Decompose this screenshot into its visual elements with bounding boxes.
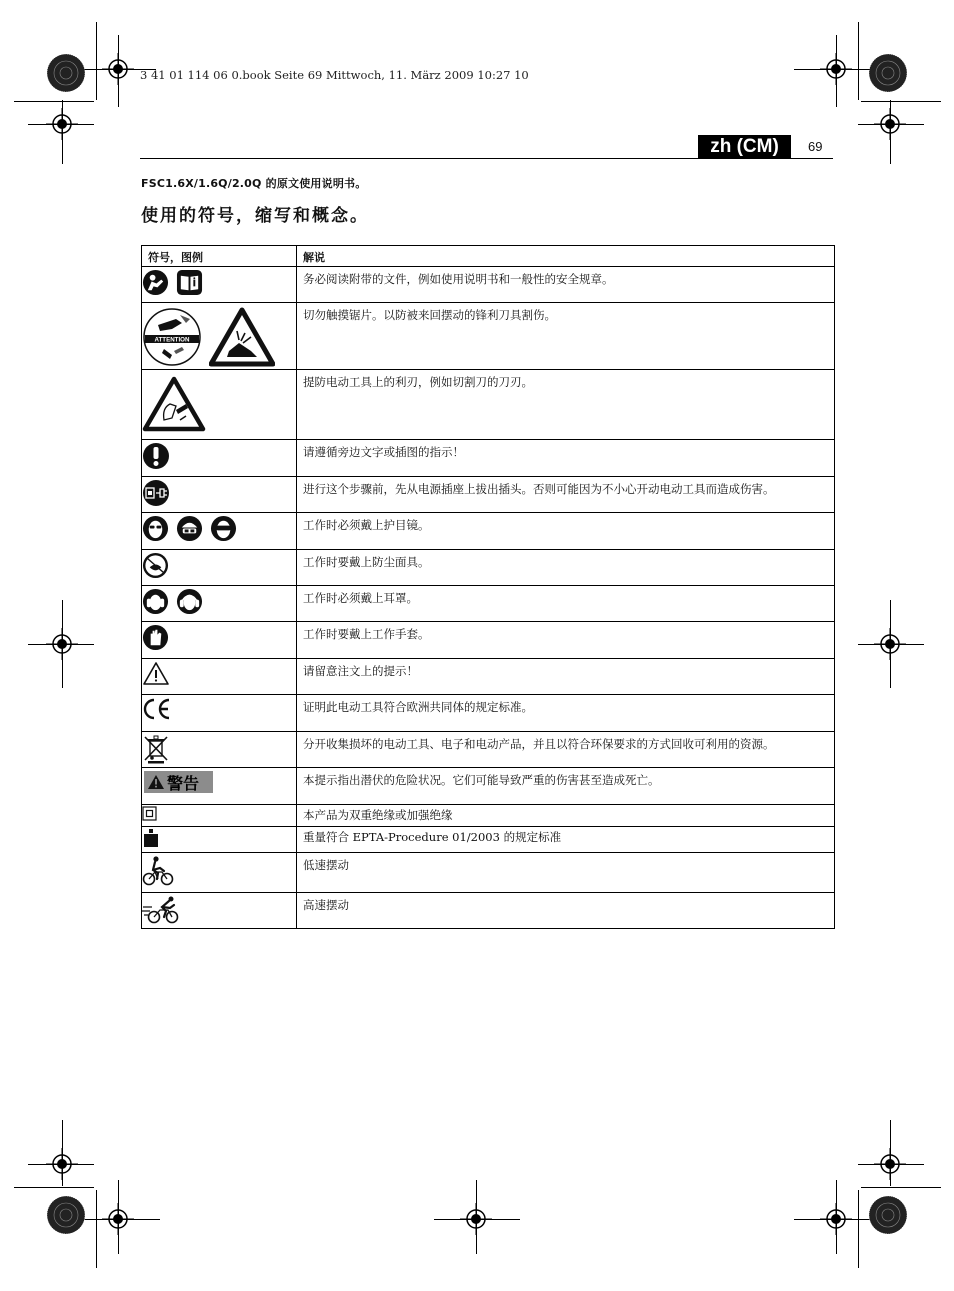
description-cell: 工作时必须戴上耳罩。: [297, 586, 835, 622]
symbol-cell: [142, 267, 297, 303]
symbols-table: [141, 245, 835, 929]
registration-mark-icon: [820, 1203, 852, 1235]
description-cell: 提防电动工具上的利刃，例如切割刀的刀刃。: [297, 370, 835, 440]
description-cell: 务必阅读附带的文件，例如使用说明书和一般性的安全规章。: [297, 267, 835, 303]
dust-mask-icon: [142, 552, 169, 579]
symbol-cell: [142, 586, 297, 622]
star-target-icon: [46, 1195, 86, 1235]
helmet-visor-icon: [176, 515, 203, 542]
face-shield-icon: [142, 515, 169, 542]
symbol-cell: [142, 893, 297, 929]
ce-mark-icon: [142, 697, 172, 721]
description-cell: 本提示指出潜伏的危险状况。它们可能导致严重的伤害甚至造成死亡。: [297, 768, 835, 805]
symbol-cell: [142, 768, 297, 805]
slow-cyclist-icon: [142, 855, 174, 887]
section-title: 使用的符号，缩写和概念。: [141, 206, 369, 226]
symbol-cell: [142, 513, 297, 550]
description-cell: 切勿触摸锯片。以防被来回摆动的锋利刀具割伤。: [297, 303, 835, 370]
registration-mark-icon: [46, 108, 78, 140]
symbol-cell: [142, 477, 297, 513]
description-cell: 进行这个步骤前，先从电源插座上拔出插头。否则可能因为不小心开动电动工具而造成伤害。: [297, 477, 835, 513]
table-row: [142, 303, 835, 370]
table-row: [142, 370, 835, 440]
page-number: 69: [808, 139, 823, 154]
registration-mark-icon: [874, 628, 906, 660]
warning-label-icon: [144, 771, 213, 793]
warning-triangle-icon: [142, 661, 170, 686]
table-row: [142, 513, 835, 550]
symbol-cell: [142, 827, 297, 853]
registration-mark-icon: [874, 1148, 906, 1180]
symbol-cell: [142, 732, 297, 768]
registration-mark-icon: [874, 108, 906, 140]
description-cell: 请遵循旁边文字或插图的指示！: [297, 440, 835, 477]
ear-muffs-icon: [142, 588, 169, 615]
description-cell: 分开收集损坏的电动工具、电子和电动产品，并且以符合环保要求的方式回收可利用的资源。: [297, 732, 835, 768]
star-target-icon: [868, 53, 908, 93]
print-info-line: 3 41 01 114 06 0.book Seite 69 Mittwoch, 11. März 2009 10:27 10: [140, 68, 529, 82]
star-target-icon: [46, 53, 86, 93]
double-insulation-icon: [142, 806, 157, 821]
goggles-icon: [210, 515, 237, 542]
symbol-cell: [142, 659, 297, 695]
exclamation-icon: [142, 442, 170, 470]
table-row: [142, 827, 835, 853]
table-row: [142, 805, 835, 827]
instruction-book-icon: [176, 269, 203, 296]
crossed-bin-icon: [142, 734, 170, 764]
description-cell: 工作时必须戴上护目镜。: [297, 513, 835, 550]
star-target-icon: [868, 1195, 908, 1235]
header-rule: [140, 158, 833, 159]
table-row: [142, 267, 835, 303]
symbol-cell: [142, 440, 297, 477]
sharp-blade-warning-icon: [142, 376, 206, 432]
table-row: [142, 893, 835, 929]
symbol-cell: [142, 853, 297, 893]
symbol-cell: [142, 303, 297, 370]
registration-mark-icon: [460, 1203, 492, 1235]
table-row: [142, 586, 835, 622]
document-subtitle: FSC1.6X/1.6Q/2.0Q 的原文使用说明书。: [141, 177, 367, 190]
registration-mark-icon: [46, 1148, 78, 1180]
registration-mark-icon: [46, 628, 78, 660]
table-row: [142, 550, 835, 586]
warning-triangle-icon: [147, 774, 165, 790]
ear-protection-icon: [176, 588, 203, 615]
table-header-row: [142, 246, 835, 267]
gloves-icon: [142, 624, 169, 651]
weight-icon: [142, 828, 160, 848]
description-cell: 工作时要戴上防尘面具。: [297, 550, 835, 586]
attention-hand-icon: [142, 307, 202, 367]
language-badge: zh (CM): [698, 135, 791, 158]
table-row: [142, 659, 835, 695]
column-header-symbol: 符号，图例: [142, 246, 297, 267]
flying-debris-warning-icon: [209, 307, 275, 367]
read-manual-icon: [142, 269, 169, 296]
symbol-cell: [142, 550, 297, 586]
description-cell: 低速摆动: [297, 853, 835, 893]
description-cell: 本产品为双重绝缘或加强绝缘: [297, 805, 835, 827]
warning-label-text: 警告: [167, 773, 200, 793]
table-row: [142, 732, 835, 768]
unplug-icon: [142, 479, 170, 507]
description-cell: 高速摆动: [297, 893, 835, 929]
registration-mark-icon: [820, 53, 852, 85]
column-header-meaning: 解说: [297, 246, 835, 267]
description-cell: 重量符合 EPTA-Procedure 01/2003 的规定标准: [297, 827, 835, 853]
table-row: [142, 695, 835, 732]
fast-cyclist-icon: [142, 895, 182, 925]
registration-mark-icon: [102, 53, 134, 85]
table-row: [142, 768, 835, 805]
description-cell: 请留意注文上的提示！: [297, 659, 835, 695]
table-row: [142, 477, 835, 513]
table-row: [142, 622, 835, 659]
registration-mark-icon: [102, 1203, 134, 1235]
table-row: [142, 440, 835, 477]
symbol-cell: [142, 622, 297, 659]
description-cell: 证明此电动工具符合欧洲共同体的规定标准。: [297, 695, 835, 732]
table-row: [142, 853, 835, 893]
symbol-cell: [142, 695, 297, 732]
symbol-cell: [142, 370, 297, 440]
description-cell: 工作时要戴上工作手套。: [297, 622, 835, 659]
symbol-cell: [142, 805, 297, 827]
attention-label: ATTENTION: [154, 336, 190, 344]
